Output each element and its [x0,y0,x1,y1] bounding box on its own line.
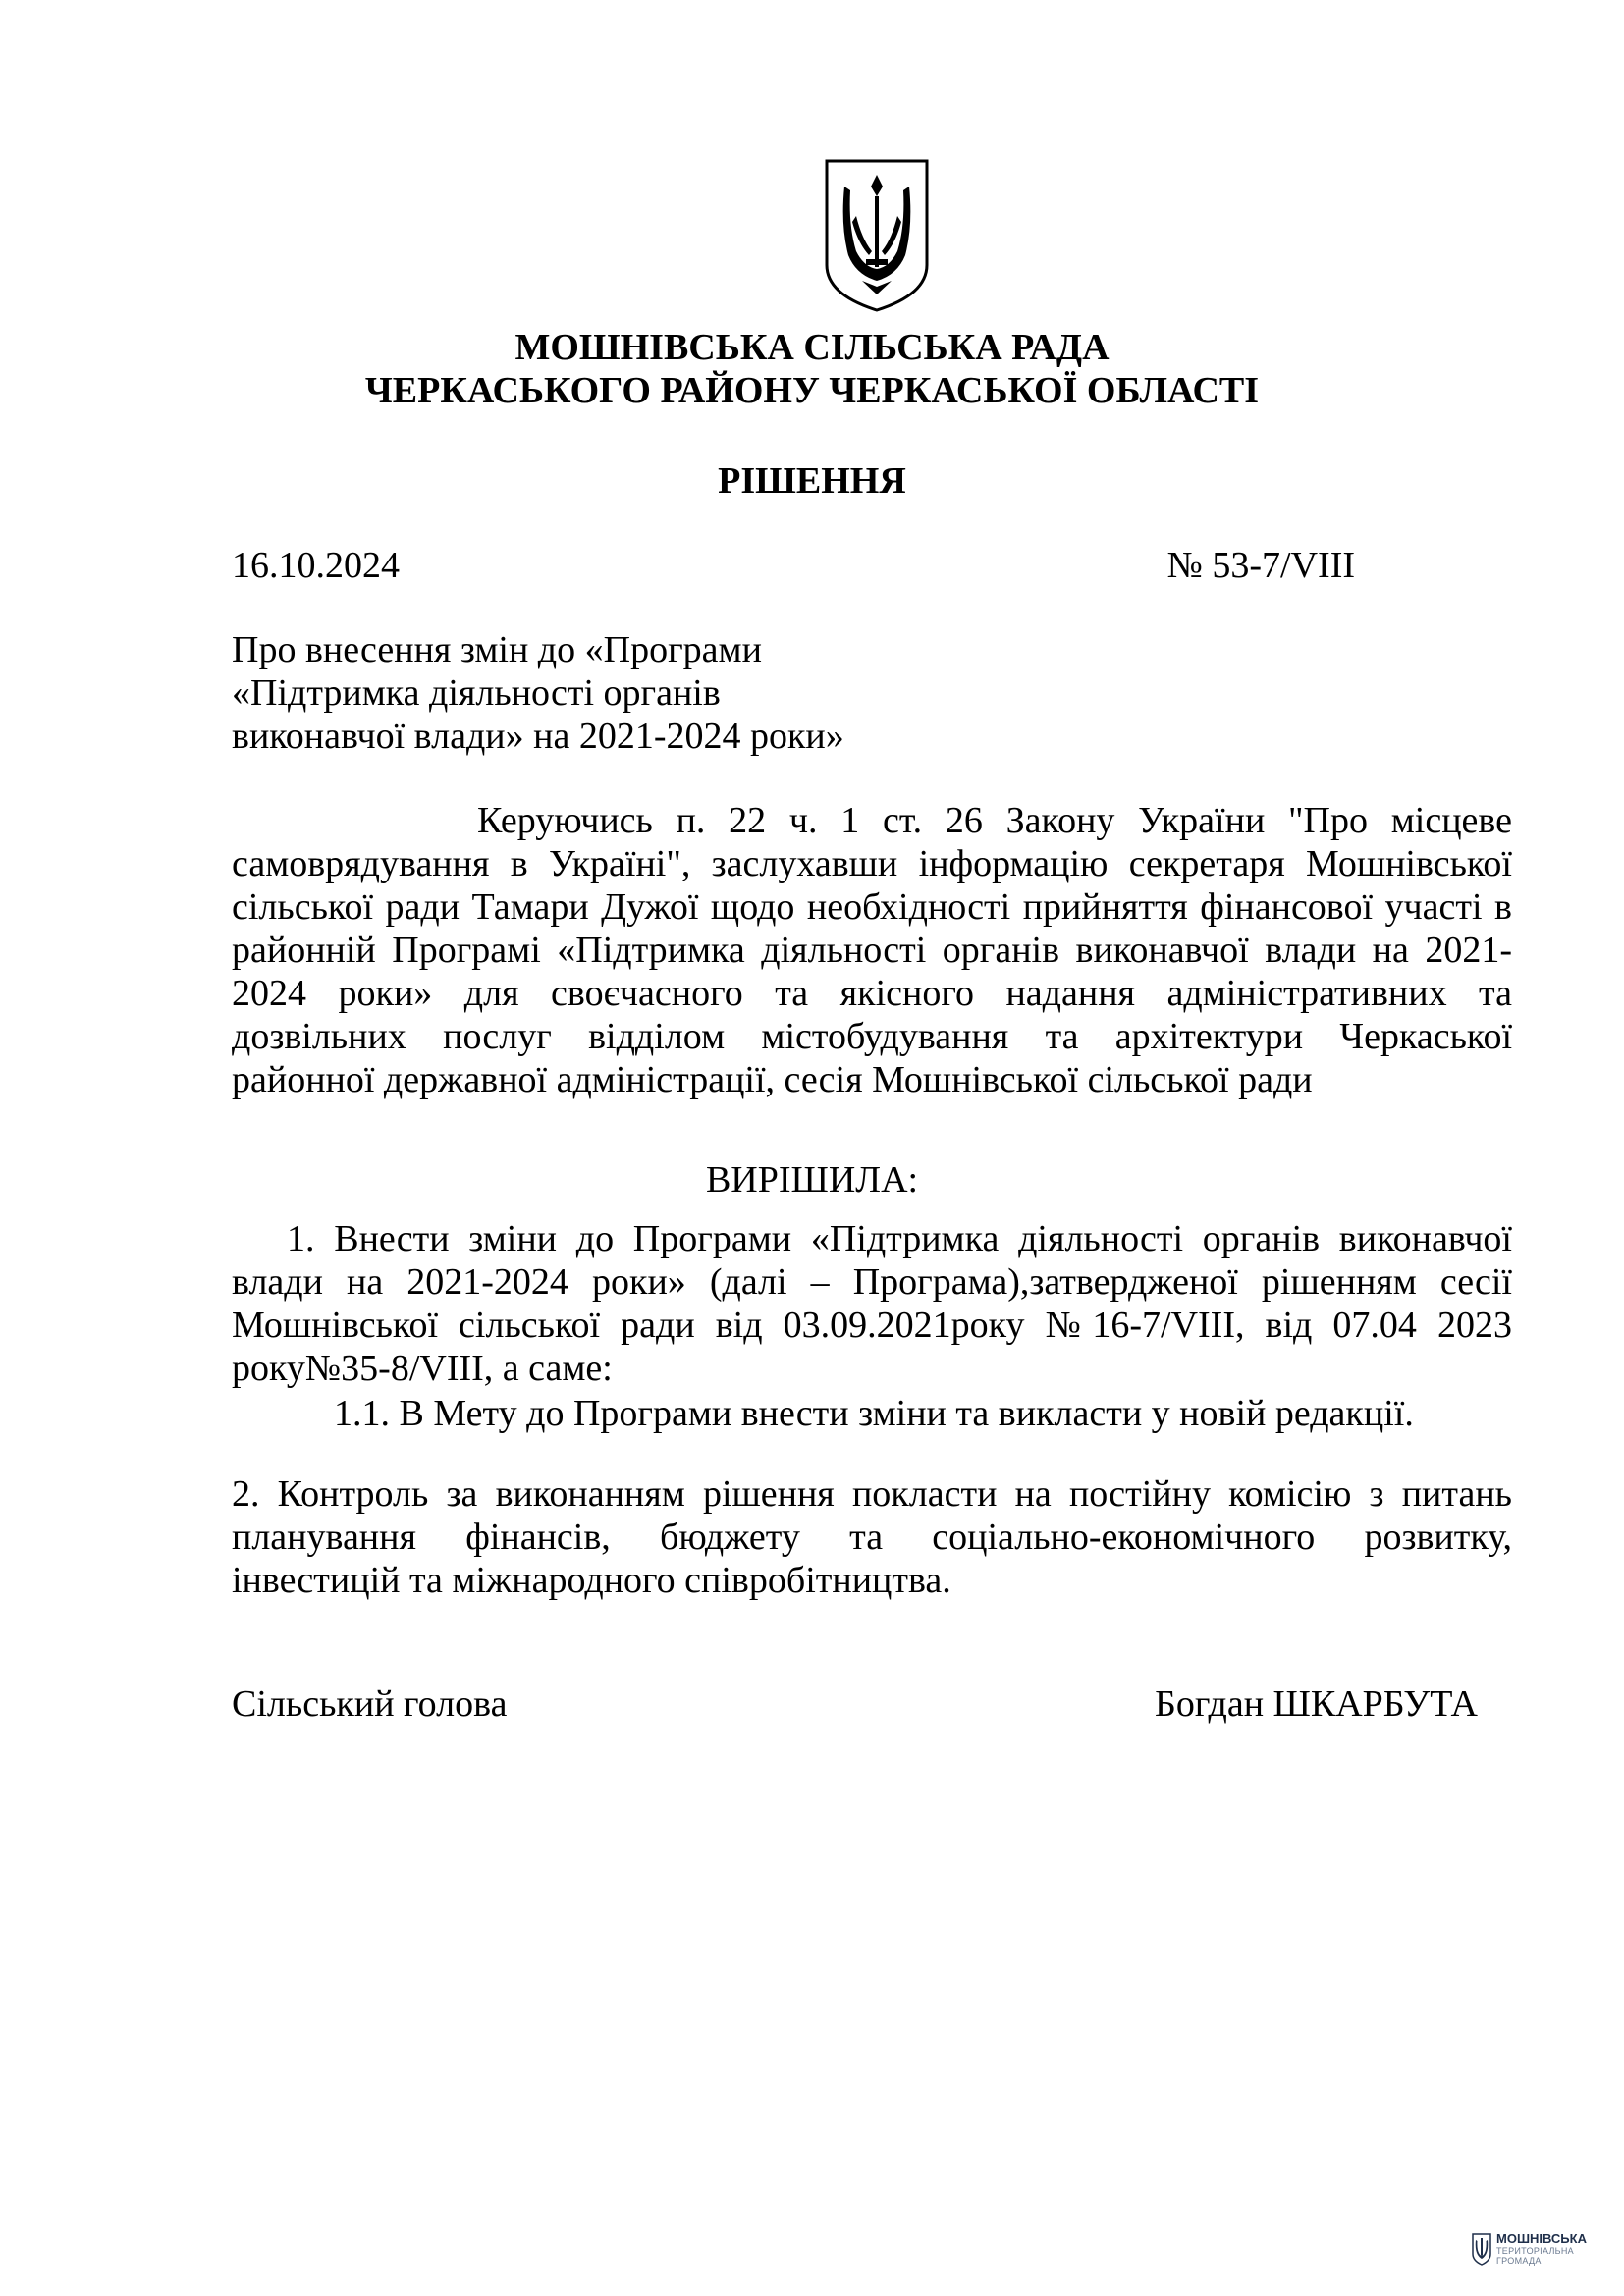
decision-subject [232,628,1017,758]
preamble-line: сільської ради Тамари Дужої щодо необхідності прийняття фінансової участі в [232,886,1512,928]
logo-line2: ТЕРИТОРІАЛЬНА [1496,2246,1574,2256]
item2-line: інвестицій та міжнародного співробітництва. [232,1560,951,1601]
item1-line: 1. Внести зміни до Програми «Підтримка діяльності органів виконавчої [287,1218,1512,1259]
preamble-line: самоврядування в Україні", заслухавши інформацію секретаря Мошнівської [232,843,1512,884]
item2-line: планування фінансів, бюджету та соціально-економічного розвитку, [232,1517,1512,1558]
preamble-line: районної державної адміністрації, сесія Мошнівської сільської ради [232,1059,1313,1100]
community-logo [1471,2230,1598,2277]
council-name-line2: ЧЕРКАСЬКОГО РАЙОНУ ЧЕРКАСЬКОЇ ОБЛАСТІ [364,370,1260,411]
preamble-line: районній Програмі «Підтримка діяльності органів виконавчої влади на 2021- [232,930,1512,971]
preamble-line: дозвільних послуг відділом містобудування та архітектури Черкаської [232,1016,1512,1057]
subject-line: виконавчої влади» на 2021-2024 роки» [232,716,844,757]
item2-line: 2. Контроль за виконанням рішення покласти на постійну комісію з питань [232,1473,1512,1515]
logo-line3: ГРОМАДА [1496,2256,1542,2266]
council-name-line1: МОШНІВСЬКА СІЛЬСЬКА РАДА [514,327,1110,368]
trident-logo-icon [1471,2232,1492,2266]
resolution-item-2 [232,1472,1512,1602]
coat-of-arms-icon [823,157,931,314]
resolution-item-1 [232,1217,1512,1390]
item1-line: влади на 2021-2024 роки» (далі – Програма),затвердженої рішенням сесії [232,1261,1512,1303]
decision-date: 16.10.2024 [232,545,400,586]
logo-line1: МОШНІВСЬКА [1496,2231,1587,2246]
resolution-item-1-1: 1.1. В Мету до Програми внести зміни та викласти у новій редакції. [334,1393,1414,1434]
item1-line: Мошнівської сільської ради від 03.09.2021року №16-7/VIII, від 07.04 2023 [232,1305,1512,1346]
resolved-heading: ВИРІШИЛА: [705,1159,919,1201]
preamble-line: 2024 роки» для своєчасного та якісного надання адміністративних та [232,973,1512,1014]
document-type-title: РІШЕННЯ [718,460,906,502]
decision-number: № 53-7/VIII [1166,545,1355,586]
subject-line: Про внесення змін до «Програми [232,629,762,670]
signature-position: Сільський голова [232,1683,508,1725]
item1-line: року№35-8/VIII, а саме: [232,1348,613,1389]
preamble-paragraph [232,799,1512,1101]
subject-line: «Підтримка діяльності органів [232,672,721,714]
preamble-line: Керуючись п. 22 ч. 1 ст. 26 Закону України "Про місцеве [477,800,1512,841]
signature-name: Богдан ШКАРБУТА [1155,1683,1478,1725]
